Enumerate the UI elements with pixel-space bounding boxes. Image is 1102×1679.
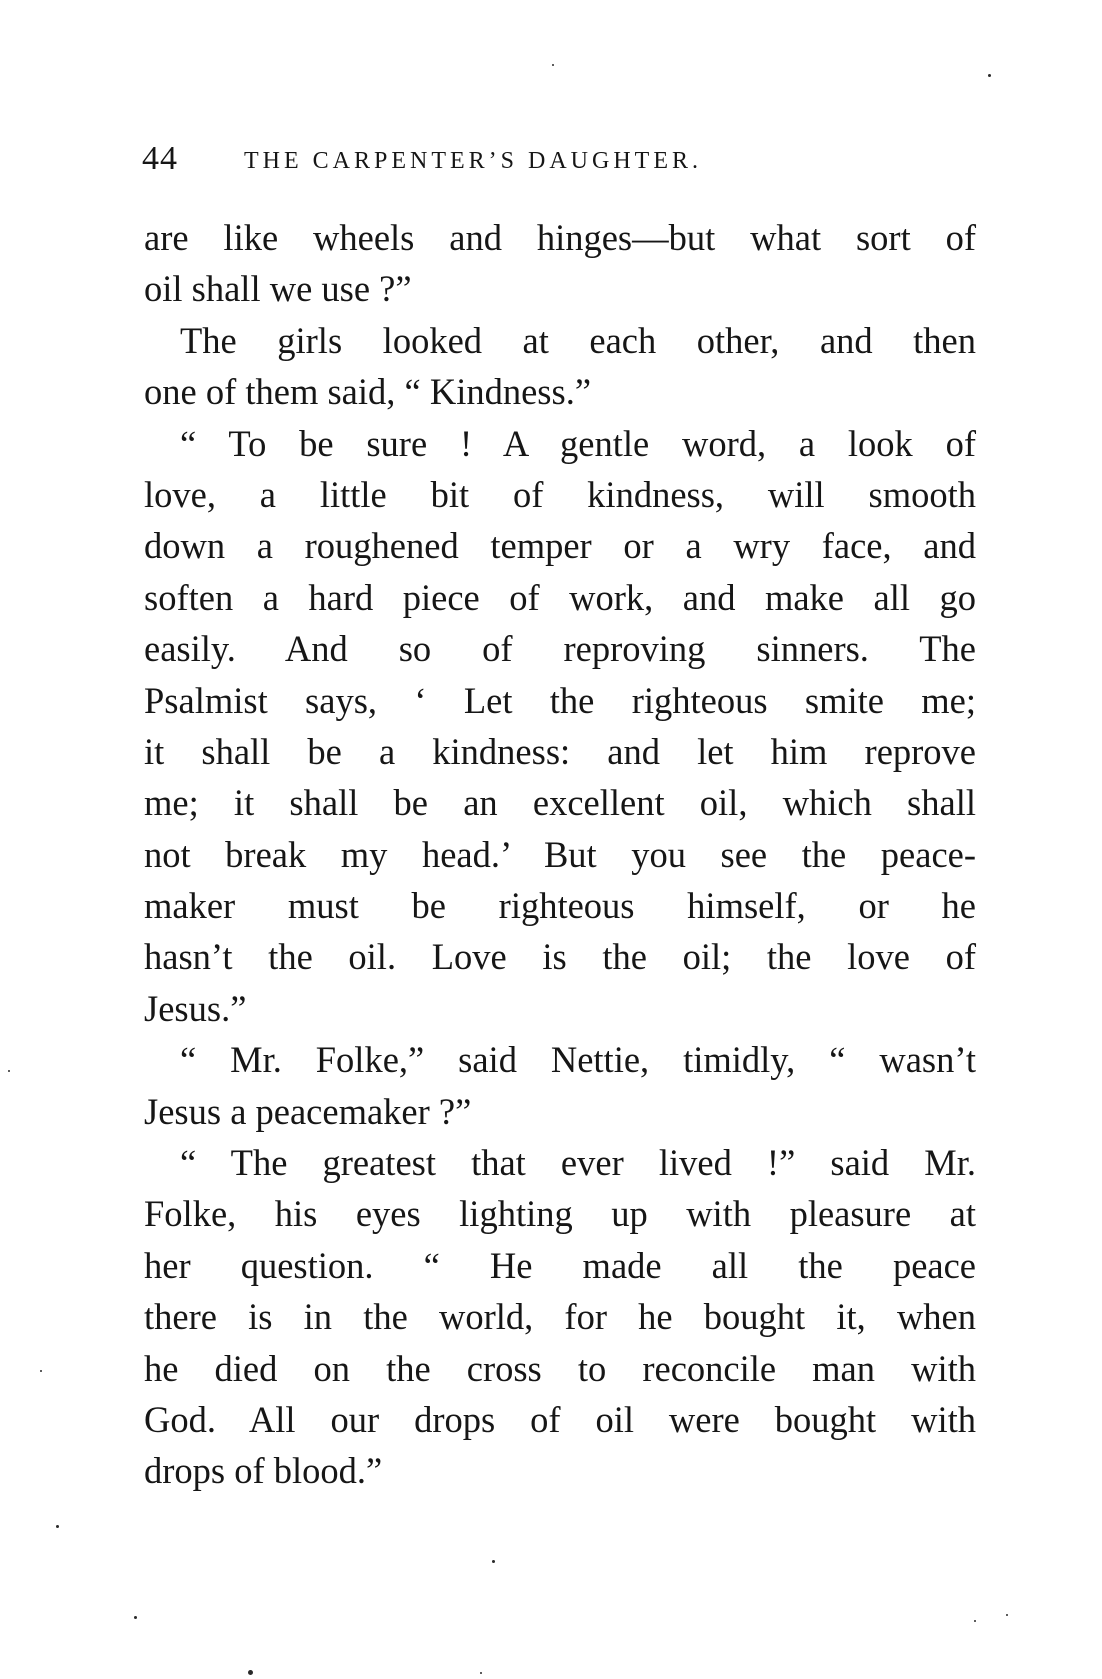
text-line: not break my head.’ But you see the peace- xyxy=(144,833,976,875)
text-line: soften a hard piece of work, and make all go xyxy=(144,576,976,618)
paper-speck xyxy=(40,1370,42,1372)
paper-speck xyxy=(988,74,991,77)
text-line: down a roughened temper or a wry face, and xyxy=(144,525,976,567)
text-line: Jesus a peacemaker ?” xyxy=(144,1090,472,1132)
page-number: 44 xyxy=(142,140,178,177)
text-line: Psalmist says, ‘ Let the righteous smite me; xyxy=(144,679,976,721)
running-head: THE CARPENTER’S DAUGHTER. xyxy=(244,148,702,174)
paper-speck xyxy=(56,1525,59,1528)
text-line: he died on the cross to reconcile man with xyxy=(144,1347,976,1389)
text-line: oil shall we use ?” xyxy=(144,268,412,310)
text-line: Jesus.” xyxy=(144,987,247,1029)
text-line: “ To be sure ! A gentle word, a look of xyxy=(180,422,976,464)
text-line: love, a little bit of kindness, will smooth xyxy=(144,473,976,515)
page-header xyxy=(142,140,942,186)
paper-speck xyxy=(248,1670,253,1675)
text-line: Folke, his eyes lighting up with pleasure at xyxy=(144,1193,976,1235)
text-line: maker must be righteous himself, or he xyxy=(144,885,976,927)
body-text xyxy=(144,212,976,1497)
text-line: “ Mr. Folke,” said Nettie, timidly, “ wasn’t xyxy=(180,1039,976,1081)
paper-speck xyxy=(480,1672,482,1674)
text-line: are like wheels and hinges—but what sort of xyxy=(144,217,976,258)
text-line: her question. “ He made all the peace xyxy=(144,1244,976,1286)
text-line: there is in the world, for he bought it, when xyxy=(144,1296,976,1338)
text-line: it shall be a kindness: and let him reprove xyxy=(144,730,976,772)
text-line: hasn’t the oil. Love is the oil; the love of xyxy=(144,936,976,978)
paper-speck xyxy=(8,1070,10,1072)
paper-speck xyxy=(974,1620,976,1622)
paper-speck xyxy=(134,1616,137,1619)
paper-speck xyxy=(552,64,554,66)
text-line: The girls looked at each other, and then xyxy=(180,319,976,361)
text-line: me; it shall be an excellent oil, which shall xyxy=(144,782,976,824)
text-line: drops of blood.” xyxy=(144,1450,383,1492)
text-line: God. All our drops of oil were bought with xyxy=(144,1398,976,1440)
text-line: one of them said, “ Kindness.” xyxy=(144,371,592,413)
paper-speck xyxy=(1006,1614,1008,1616)
paper-speck xyxy=(492,1560,495,1563)
text-line: easily. And so of reproving sinners. The xyxy=(144,628,976,670)
text-line: “ The greatest that ever lived !” said Mr. xyxy=(180,1142,976,1184)
